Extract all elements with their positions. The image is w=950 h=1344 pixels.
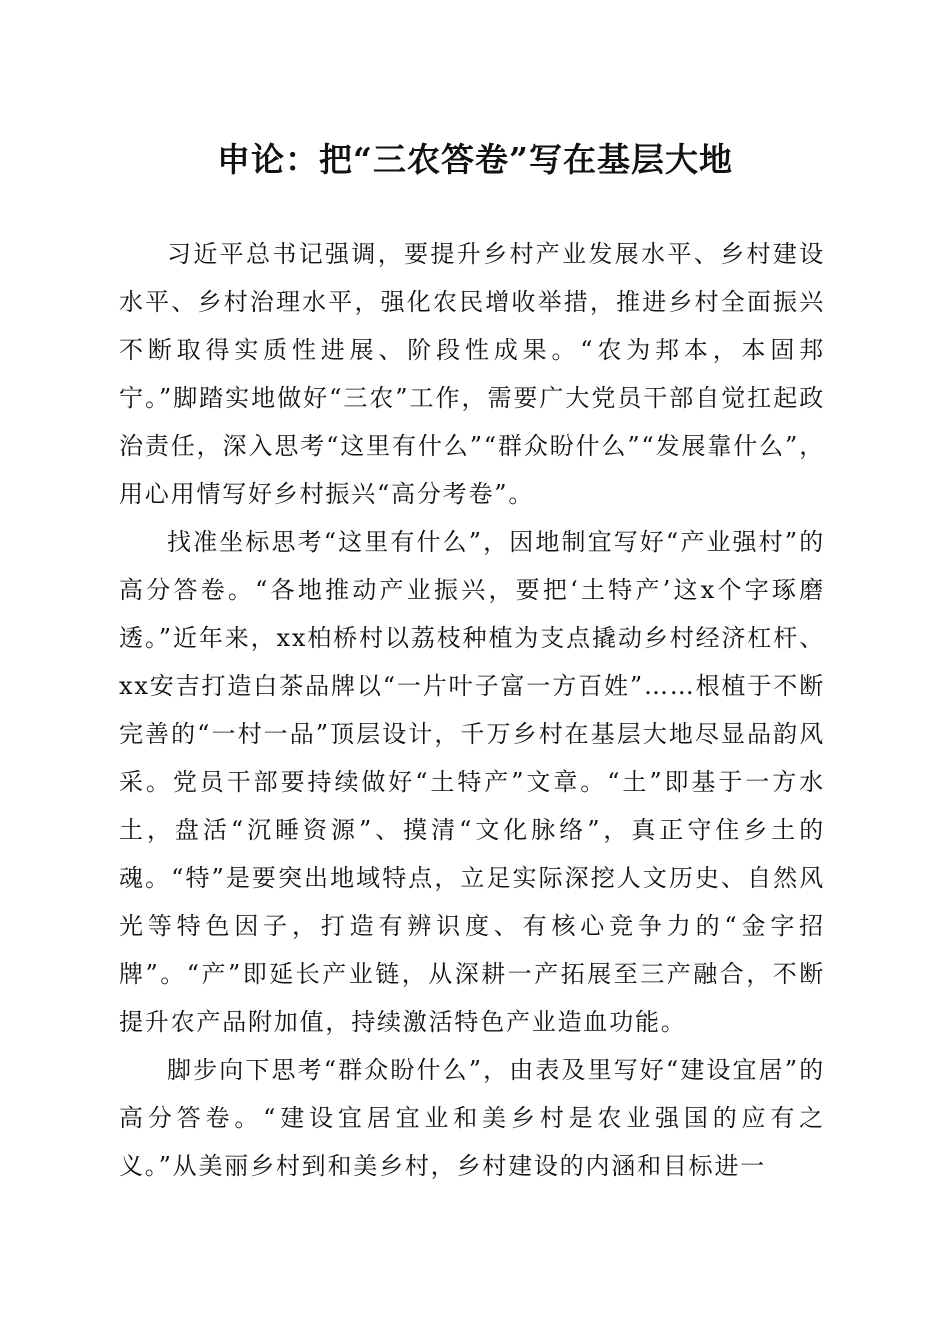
paragraph-3: 脚步向下思考“群众盼什么”，由表及里写好“建设宜居”的高分答卷。“建设宜居宜业和美乡村是农业强国的应有之义。”从美丽乡村到和美乡村，乡村建设的内涵和目标进一 <box>119 1056 825 1180</box>
paragraph-1: 习近平总书记强调，要提升乡村产业发展水平、乡村建设水平、乡村治理水平，强化农民增收举措，推进乡村全面振兴不断取得实质性进展、阶段性成果。“农为邦本，本固邦宁。”脚踏实地做好“三农”工作，需要广大党员干部自觉扛起政治责任，深入思考“这里有什么”“群众盼什么”“发展靠什么”，用心用情写好乡村振兴“高分考卷”。 <box>119 240 825 508</box>
document-title: 申论：把“三农答卷”写在基层大地 <box>217 140 733 179</box>
paragraph-2: 找准坐标思考“这里有什么”，因地制宜写好“产业强村”的高分答卷。“各地推动产业振兴，要把‘土特产’这x个字琢磨透。”近年来，xx柏桥村以荔枝种植为支点撬动乡村经济杠杆、xx安吉打造白茶品牌以“一片叶子富一方百姓”……根植于不断完善的“一村一品”顶层设计，千万乡村在基层大地尽显品韵风采。党员干部要持续做好“土特产”文章。“土”即基于一方水土，盘活“沉睡资源”、摸清“文化脉络”，真正守住乡土的魂。“特”是要突出地域特点，立足实际深挖人文历史、自然风光等特色因子，打造有辨识度、有核心竞争力的“金字招牌”。“产”即延长产业链，从深耕一产拓展至三产融合，不断提升农产品附加值，持续激活特色产业造血功能。 <box>119 528 825 1036</box>
document-body <box>119 230 825 1190</box>
